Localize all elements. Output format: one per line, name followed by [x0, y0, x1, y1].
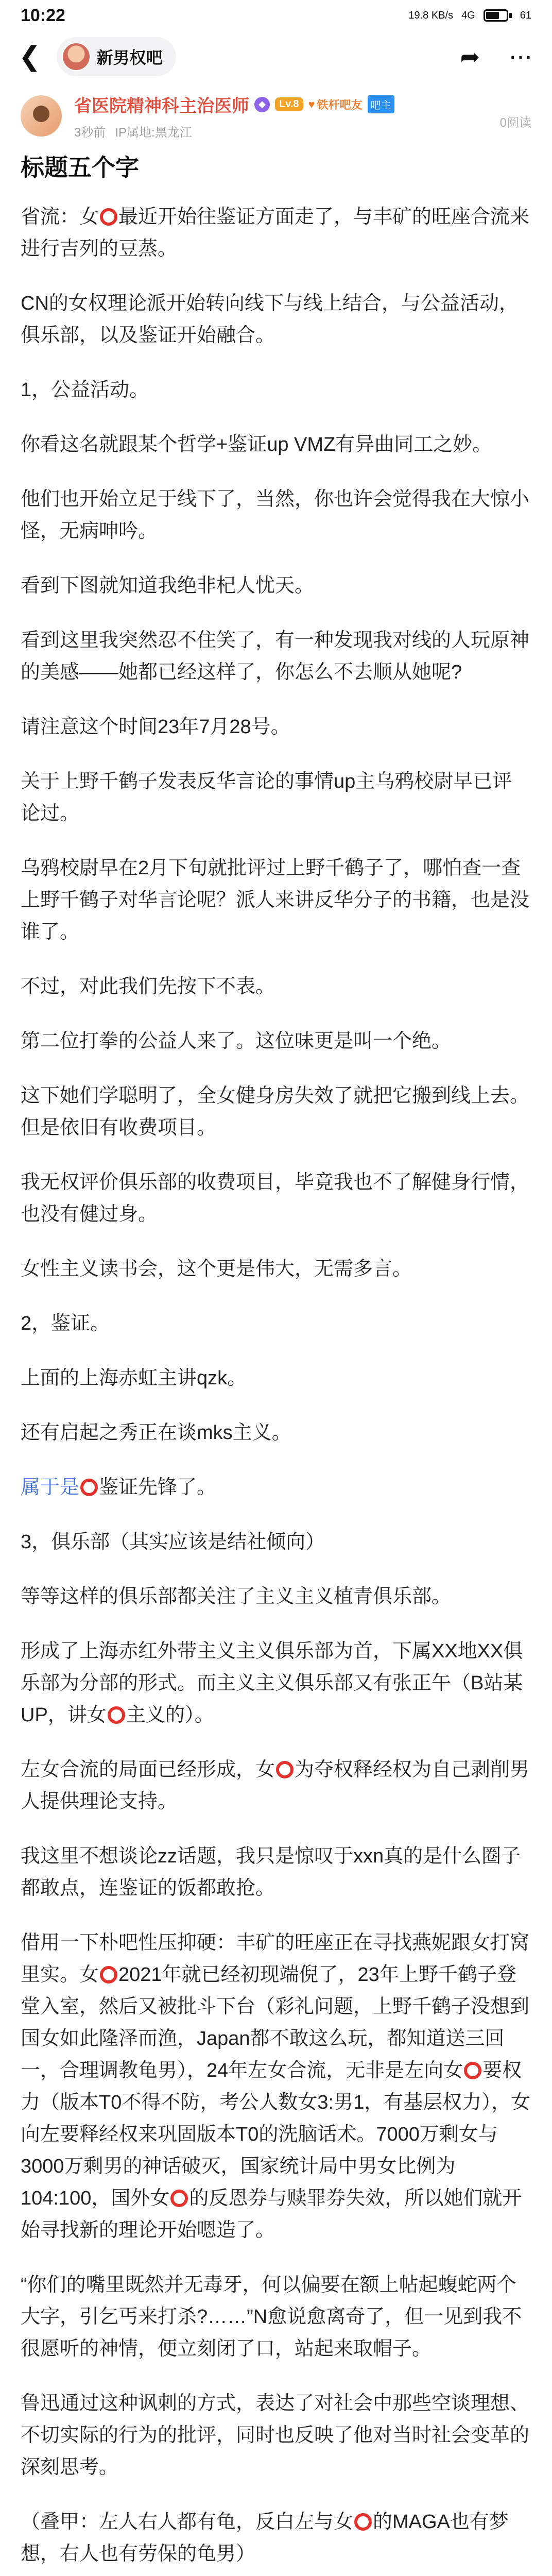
- fan-badge-label: 铁杆吧友: [317, 98, 363, 111]
- ip-location: IP属地:黑龙江: [115, 126, 192, 140]
- text-fragment: 左女合流的局面已经形成，女: [21, 1758, 275, 1781]
- read-count: 0阅读: [499, 116, 531, 130]
- red-circle-icon: [100, 208, 117, 226]
- post-title: 标题五个字: [21, 154, 139, 181]
- red-circle-icon: [354, 2513, 372, 2531]
- paragraph: 看到下图就知道我绝非杞人忧天。: [21, 574, 315, 597]
- text-fragment: 借用一下朴吧性压抑硬：丰矿的旺座正在寻找燕妮跟女打窝里实。女: [21, 1931, 530, 1986]
- author-line: [74, 92, 394, 117]
- author-info: [74, 92, 394, 140]
- red-circle-icon: [100, 1966, 117, 1984]
- text-fragment: 2021年就已经初现端倪了，23年上野千鹤子登堂入室，然后又被批斗下台（彩礼问题，上野千鹤子没想到国女如此隆泽而渔，Japan都不敢这么玩，都知道送三回一，合理调教龟男），24年左女合流，无非是左向女: [21, 1963, 530, 2081]
- text-fragment: 最近开始往鉴证方面走了，与丰矿的旺座合流来进行吉列的豆蒸。: [21, 206, 530, 260]
- paragraph: 请注意这个时间23年7月28号。: [21, 716, 290, 738]
- text-link[interactable]: 属于是: [21, 1476, 80, 1498]
- red-circle-icon: [170, 2190, 188, 2207]
- paragraph: 我无权评价俱乐部的收费项目，毕竟我也不了解健身行情，也没有健过身。: [21, 1171, 530, 1225]
- nav-left: [19, 37, 176, 76]
- article-body: [0, 152, 552, 2570]
- paragraph: CN的女权理论派开始转向线下与线上结合，与公益活动，俱乐部，以及鉴证开始融合。: [21, 292, 519, 346]
- paragraph: [21, 1754, 531, 1818]
- author-meta: [74, 122, 394, 140]
- bar-owner-badge: 吧主: [368, 95, 394, 113]
- paragraph: [21, 1927, 531, 2246]
- network-type: 4G: [461, 9, 475, 21]
- paragraph: 女性主义读书会，这个更是伟大，无需多言。: [21, 1258, 412, 1280]
- paragraph: 第二位打拳的公益人来了。这位味更是叫一个绝。: [21, 1030, 452, 1052]
- forum-pill[interactable]: [57, 37, 176, 76]
- paragraph: 1，公益活动。: [21, 379, 149, 401]
- red-circle-icon: [464, 2062, 481, 2079]
- heart-icon: ♥: [308, 97, 315, 111]
- paragraph: 3，俱乐部（其实应该是结社倾向）: [21, 1531, 325, 1553]
- status-bar: [0, 0, 552, 31]
- text-fragment: （叠甲：左人右人都有龟，反白左与女: [21, 2511, 354, 2533]
- forum-name: 新男权吧: [96, 48, 163, 67]
- author-row: [0, 82, 552, 142]
- more-icon[interactable]: ⋯: [509, 43, 533, 70]
- status-left: [21, 6, 65, 26]
- paragraph: 上面的上海赤虹主讲qzk。: [21, 1367, 247, 1389]
- author-avatar[interactable]: [21, 95, 62, 137]
- red-circle-icon: [80, 1479, 98, 1496]
- text-fragment: 要权力（版本T0不得不防，考公人数女3:男1，有基层权力），女向左要释经权来巩固版本T0的洗脑话术。7000万剩女与3000万剩男的神话破灭，国家统计局中男女比例为104:100，国外女: [21, 2059, 531, 2209]
- back-icon[interactable]: ❮: [19, 42, 41, 72]
- paragraph: 他们也开始立足于线下了，当然，你也许会觉得我在大惊小怪，无病呻吟。: [21, 488, 530, 542]
- text-fragment: 形成了上海赤红外带主义主义俱乐部为首，下属XX地XX俱乐部为分部的形式。而主义主义俱乐部又有张正午（B站某UP，讲女: [21, 1640, 523, 1726]
- paragraph: [21, 1635, 531, 1731]
- text-fragment: 的MAGA也有梦想，右人也有劳保的龟男）: [21, 2511, 509, 2565]
- paragraph: 乌鸦校尉早在2月下旬就批评过上野千鹤子了，哪怕查一查上野千鹤子对华言论呢？派人来讲反华分子的书籍，也是没谁了。: [21, 857, 530, 943]
- paragraph: 关于上野千鹤子发表反华言论的事情up主乌鸦校尉早已评论过。: [21, 770, 512, 824]
- paragraph: 看到这里我突然忍不住笑了，有一种发现我对线的人玩原神的美感——她都已经这样了，你怎么不去顺从她呢?: [21, 629, 530, 683]
- paragraph: [21, 2506, 531, 2570]
- text-fragment: 鉴证先锋了。: [99, 1476, 217, 1498]
- paragraph: [21, 201, 531, 265]
- paragraph: [21, 1471, 531, 1503]
- battery-icon: [484, 9, 512, 22]
- network-speed: 19.8 KB/s: [408, 9, 454, 21]
- nav-bar: [0, 31, 552, 82]
- author-name[interactable]: 省医院精神科主治医师: [74, 96, 249, 116]
- post-time: 3秒前: [74, 126, 106, 140]
- vip-icon: ◆: [254, 97, 270, 112]
- paragraph: 等等这样的俱乐部都关注了主义主义植青俱乐部。: [21, 1585, 452, 1607]
- red-circle-icon: [276, 1761, 294, 1778]
- paragraph: 不过，对此我们先按下不表。: [21, 975, 275, 997]
- level-badge: Lv.8: [275, 97, 303, 111]
- text-fragment: 省流：女: [21, 206, 99, 228]
- share-icon[interactable]: ➦: [460, 43, 480, 70]
- status-time: 10:22: [21, 5, 65, 25]
- paragraph: 这下她们学聪明了，全女健身房失效了就把它搬到线上去。但是依旧有收费项目。: [21, 1084, 530, 1139]
- battery-level: 61: [520, 9, 531, 21]
- forum-avatar: [62, 42, 91, 71]
- fan-badge: [308, 96, 363, 112]
- paragraph: 2，鉴证。: [21, 1312, 110, 1334]
- text-fragment: 的反恩券与赎罪券失效，所以她们就开始寻找新的理论开始嗯造了。: [21, 2187, 522, 2241]
- paragraph: 你看这名就跟某个哲学+鉴证up VMZ有异曲同工之妙。: [21, 433, 492, 455]
- text-fragment: 为夺权释经权为自己剥削男人提供理论支持。: [21, 1758, 530, 1812]
- paragraph: 鲁迅通过这种讽刺的方式，表达了对社会中那些空谈理想、不切实际的行为的批评，同时也反映了他对当时社会变革的深刻思考。: [21, 2392, 530, 2478]
- nav-right: [460, 43, 533, 71]
- text-fragment: 主义的）。: [126, 1704, 214, 1726]
- paragraph: “你们的嘴里既然并无毒牙，何以偏要在额上帖起蝮蛇两个大字，引乞丐来打杀?……”N愈说愈离奇了，但一见到我不很愿听的神情，便立刻闭了口，站起来取帽子。: [21, 2274, 522, 2360]
- status-right: [408, 9, 531, 22]
- paragraph: 还有启起之秀正在谈mks主义。: [21, 1421, 291, 1444]
- paragraph: 我这里不想谈论zz话题，我只是惊叹于xxn真的是什么圈子都敢点，连鉴证的饭都敢抢。: [21, 1845, 521, 1899]
- red-circle-icon: [108, 1706, 125, 1724]
